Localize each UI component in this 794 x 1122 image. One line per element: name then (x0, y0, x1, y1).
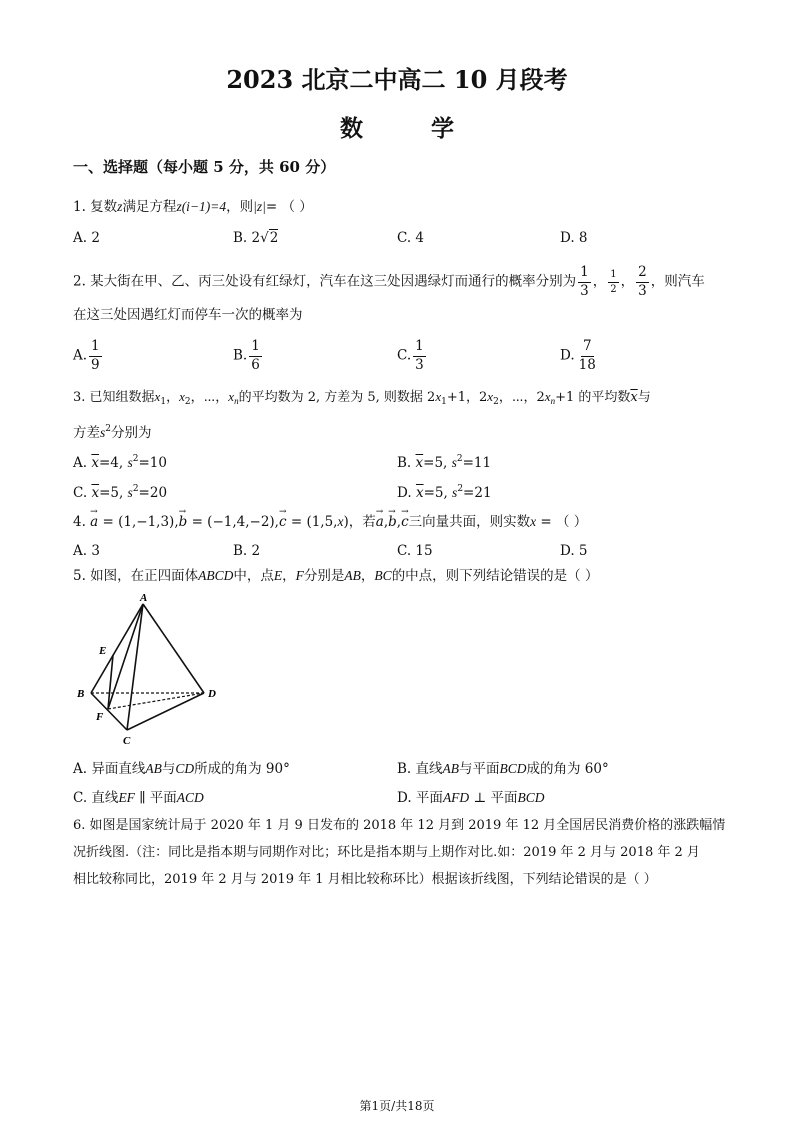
question-2-line-1: 2. 某大街在甲、乙、丙三处设有红绿灯，汽车在这三处因遇绿灯而通行的概率分别为 $\frac{1}{3}$ ， $\frac{1}{2}$ ， $\frac{2}{3}$ ，则汽车 (73, 264, 705, 299)
q4-option-b: B. 2 (233, 543, 261, 559)
q1-option-a: A. 2 (73, 230, 100, 246)
vertex-label-d: D (208, 688, 216, 700)
hidden-segment-fd (108, 693, 204, 709)
q2-option-c: C. $\frac{1}{3}$ (397, 338, 424, 373)
q2-option-d: D. $\frac{7}{18}$ (560, 338, 596, 373)
fraction: $\frac{1}{3}$ (580, 264, 589, 299)
fraction: $\frac{1}{2}$ (610, 268, 617, 295)
vertex-label-a: A (140, 592, 148, 604)
q1-option-d: D. 8 (560, 230, 588, 246)
q5-option-b: B. 直线AB与平面BCD成的角为 60° (397, 761, 609, 777)
q4-option-c: C. 15 (397, 543, 433, 559)
subject-title: 数 学 (339, 115, 484, 142)
fraction: $\frac{2}{3}$ (638, 264, 647, 299)
q3-option-c: C. $\overline{x}=5$, $s^2=20$ (73, 484, 168, 501)
q3-option-a: A. $\overline{x}=4$, $s^2=10$ (73, 454, 167, 471)
edge-cd (127, 693, 204, 730)
q1-option-b: B. 2√2 (233, 230, 279, 246)
q1-equation: z(i−1)=4 (176, 199, 227, 214)
vertex-label-b: B (77, 688, 85, 700)
q5-option-c: C. 直线EF ∥ 平面ACD (73, 790, 204, 806)
q2-option-b: B. $\frac{1}{6}$ (233, 338, 260, 373)
question-1: 1. 复数z满足方程z(i−1)=4，则|z|= （ ） (73, 199, 313, 215)
q1-option-c: C. 4 (397, 230, 425, 246)
q4-option-d: D. 5 (560, 543, 588, 559)
q3-option-d: D. $\overline{x}=5$, $s^2=21$ (397, 484, 492, 501)
question-3-line-2: 方差$s^2$分别为 (73, 424, 152, 441)
question-2-line-2: 在这三处因遇红灯而停车一次的概率为 (73, 307, 303, 323)
question-6-line-3: 相比较称同比，2019 年 2 月与 2019 年 1 月相比较称环比）根据该折线图，下列结论错误的是（ ） (73, 872, 657, 887)
question-5: 5. 如图，在正四面体ABCD中，点E，F分别是AB，BC的中点，则下列结论错误的是（ ） (73, 568, 599, 584)
q4-option-a: A. 3 (73, 543, 100, 559)
vertex-label-c: C (123, 735, 131, 747)
edge-ac (127, 604, 143, 730)
question-6-line-1: 6. 如图是国家统计局于 2020 年 1 月 9 日发布的 2018 年 12 月到 2019 年 12 月全国居民消费价格的涨跌幅情 (73, 818, 726, 833)
q3-option-b: B. $\overline{x}=5$, $s^2=11$ (397, 454, 492, 471)
sqrt-sign: √ (260, 230, 269, 246)
page-number: 第1页/共18页 (359, 1099, 435, 1113)
question-4: 4. → a = (1,−1,3),→ b = (−1,4,−2),→ c = (1,5,x)，若→ a,→ b,→ c三向量共面，则实数x = （ ） (73, 513, 587, 531)
question-3-line-1: 3. 已知组数据$x_1$，$x_2$，⋯，$x_n$的平均数为 2, 方差为 5, 则数据 $2x_1+1$，$2x_2$，⋯，$2x_n+1$ 的平均数$\overline{x}$与 (73, 389, 651, 407)
q2-option-a: A. $\frac{1}{9}$ (73, 338, 100, 373)
tetrahedron-figure (70, 592, 230, 752)
point-label-f: F (96, 711, 104, 723)
exam-title: 2023 北京二中高二 10 月段考 (226, 65, 568, 94)
q5-option-a: A. 异面直线AB与CD所成的角为 90° (73, 761, 290, 777)
question-6-line-2: 况折线图.（注：同比是指本期与同期作对比；环比是指本期与上期作对比.如：2019 年 2 月与 2018 年 2 月 (73, 845, 700, 860)
point-label-e: E (99, 645, 107, 657)
section-heading: 一、选择题（每小题 5 分，共 60 分） (73, 158, 336, 176)
edge-ad (143, 604, 204, 693)
q5-option-d: D. 平面AFD ⊥ 平面BCD (397, 790, 545, 806)
